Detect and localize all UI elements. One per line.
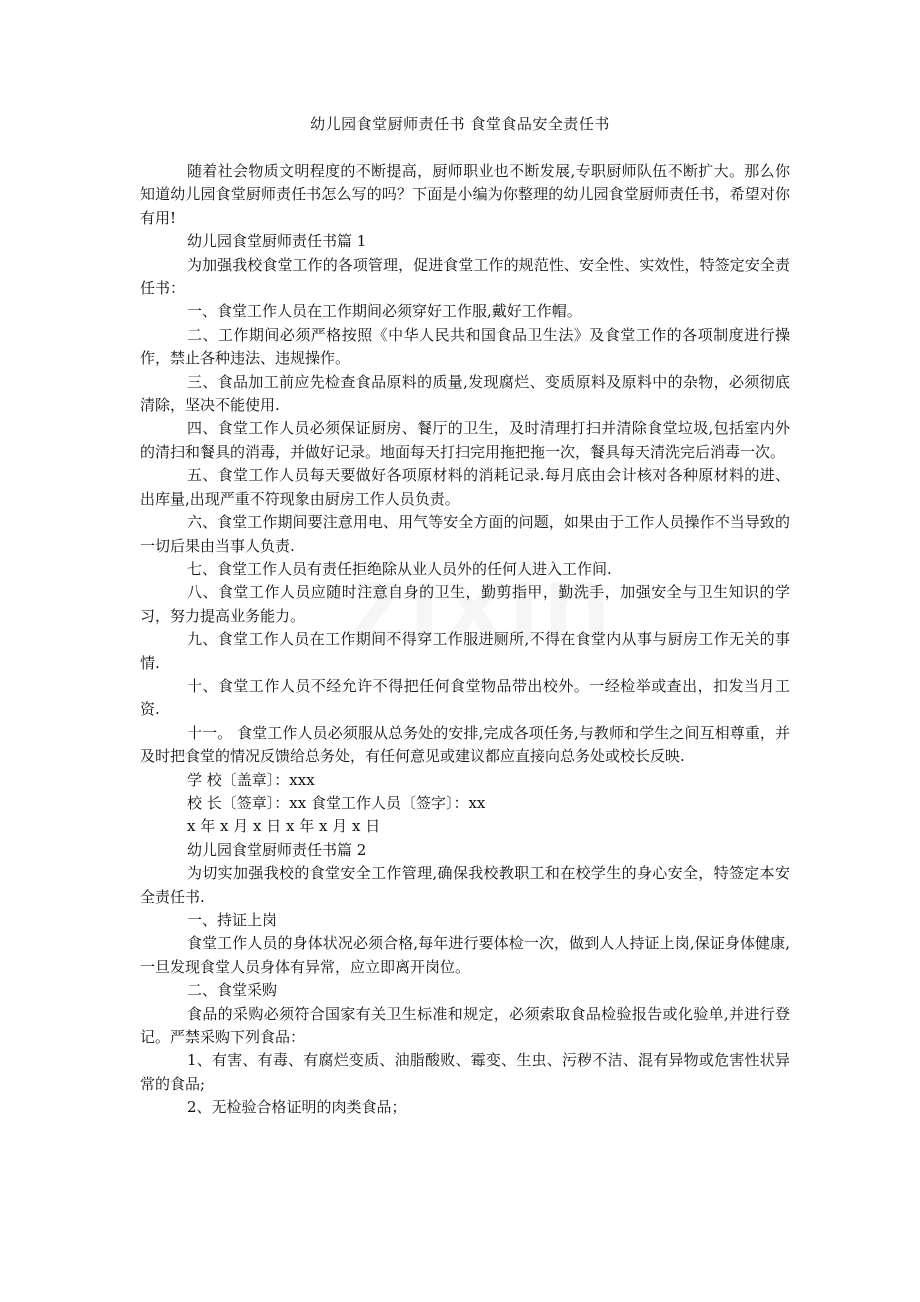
- paragraph: 为加强我校食堂工作的各项管理，促进食堂工作的规范性、安全性、实效性，特签定安全责任书：: [140, 255, 790, 298]
- subheading: 一、持证上岗: [187, 911, 278, 929]
- paragraph: 九、食堂工作人员在工作期间不得穿工作服进厕所,不得在食堂内从事与厨房工作无关的事情.: [140, 630, 790, 672]
- paragraph: 一、食堂工作人员在工作期间必须穿好工作服,戴好工作帽。: [187, 302, 582, 321]
- document-title: 幼儿园食堂厨师责任书 食堂食品安全责任书: [310, 115, 610, 133]
- paragraph: 三、食品加工前应先检查食品原料的质量,发现腐烂、变质原料及原料中的杂物，必须彻底清除，坚决不能使用.: [140, 372, 790, 415]
- paragraph: 七、食堂工作人员有责任拒绝除从业人员外的任何人进入工作间.: [187, 559, 612, 578]
- subheading: 二、食堂采购: [187, 981, 278, 1000]
- document-body: [140, 160, 790, 1120]
- section-heading: 幼儿园食堂厨师责任书篇 2: [187, 840, 367, 859]
- paragraph: 随着社会物质文明程度的不断提高，厨师职业也不断发展,专职厨师队伍不断扩大。那么你知道幼儿园食堂厨师责任书怎么写的吗？下面是小编为你整理的幼儿园食堂厨师责任书，希望对你有用!: [140, 162, 790, 227]
- paragraph: 食品的采购必须符合国家有关卫生标准和规定，必须索取食品检验报告或化验单,并进行登记。严禁采购下列食品：: [140, 1004, 790, 1047]
- section-heading: 幼儿园食堂厨师责任书篇 1: [187, 232, 367, 251]
- paragraph: 为切实加强我校的食堂安全工作管理,确保我校教职工和在校学生的身心安全，特签定本安全责任书.: [140, 864, 790, 906]
- paragraph: 二、工作期间必须严格按照《中华人民共和国食品卫生法》及食堂工作的各项制度进行操作，禁止各种违法、违规操作。: [140, 325, 790, 368]
- paragraph: 十、食堂工作人员不经允许不得把任何食堂物品带出校外。一经检举或查出，扣发当月工资.: [140, 676, 790, 719]
- paragraph: 六、食堂工作期间要注意用电、用气等安全方面的问题，如果由于工作人员操作不当导致的一切后果由当事人负责.: [140, 513, 790, 555]
- paragraph: 四、食堂工作人员必须保证厨房、餐厅的卫生，及时清理打扫并清除食堂垃圾,包括室内外的清扫和餐具的消毒，并做好记录。地面每天打扫完用拖把拖一次，餐具每天清洗完后消毒一次。: [140, 419, 790, 461]
- paragraph: 食堂工作人员的身体状况必须合格,每年进行要体检一次，做到人人持证上岗,保证身体健康,一旦发现食堂人员身体有异常，应立即离开岗位。: [140, 934, 790, 976]
- paragraph: 十一。 食堂工作人员必须服从总务处的安排,完成各项任务,与教师和学生之间互相尊重，并及时把食堂的情况反馈给总务处，有任何意见或建议都应直接向总务处或校长反映.: [140, 723, 790, 766]
- signature-line: 学 校〔盖章〕：xxx: [187, 770, 315, 789]
- paragraph: 八、食堂工作人员应随时注意自身的卫生，勤剪指甲，勤洗手，加强安全与卫生知识的学习，努力提高业务能力。: [140, 583, 790, 625]
- date-line: x 年 x 月 x 日 x 年 x 月 x 日: [187, 817, 381, 836]
- paragraph: 2、无检验合格证明的肉类食品；: [187, 1098, 407, 1117]
- paragraph: 五、食堂工作人员每天要做好各项原材料的消耗记录.每月底由会计核对各种原材料的进、出库量,出现严重不符现象由厨房工作人员负责。: [140, 466, 790, 508]
- paragraph: 1、有害、有毒、有腐烂变质、油脂酸败、霉变、生虫、污秽不洁、混有异物或危害性状异常的食品;: [140, 1051, 790, 1093]
- signature-line: 校 长〔签章〕：xx 食堂工作人员〔签字〕：xx: [187, 793, 486, 812]
